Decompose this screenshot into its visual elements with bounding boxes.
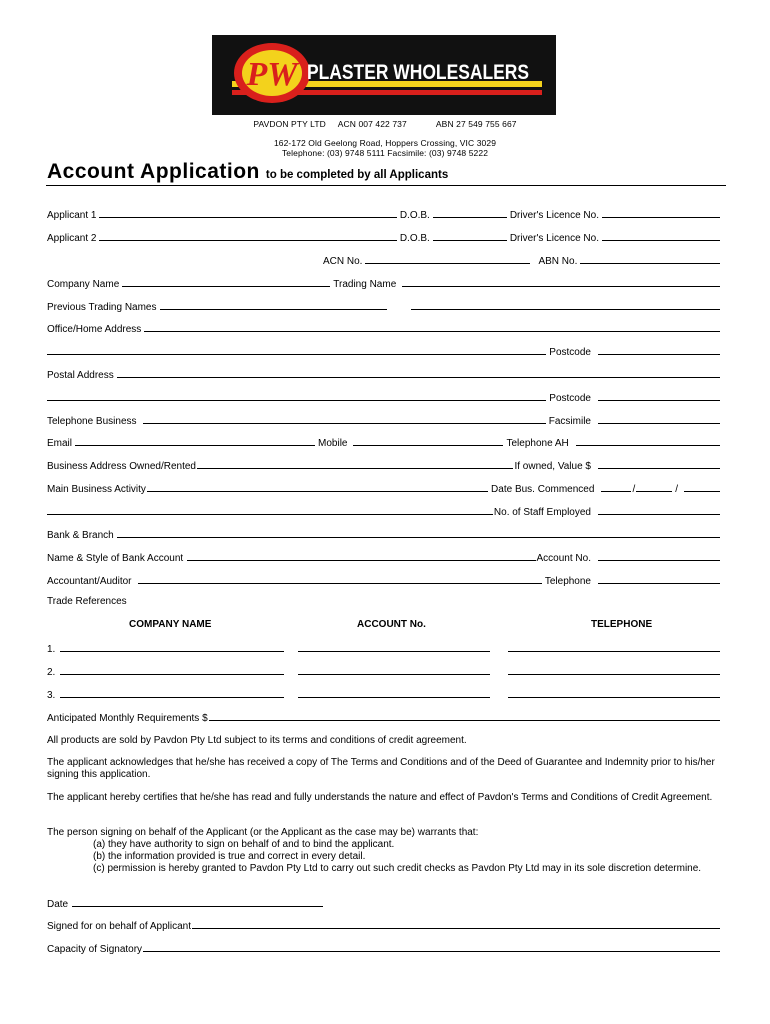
title-main: Account Application — [47, 160, 260, 183]
company-name-field[interactable] — [122, 277, 330, 287]
date-commenced-month[interactable] — [636, 482, 672, 492]
applicant-1-field[interactable] — [99, 208, 396, 218]
label-mobile: Mobile — [318, 438, 348, 449]
col-telephone: TELEPHONE — [591, 619, 653, 630]
row-postal-address — [47, 368, 720, 382]
label-if-owned: If owned, Value $ — [514, 461, 591, 472]
company-acn: ACN 007 422 737 — [337, 119, 407, 129]
row-trade-references — [47, 596, 720, 610]
label-dob: D.O.B. — [399, 210, 430, 221]
date-field[interactable] — [72, 897, 323, 907]
date-separator: / — [675, 484, 678, 495]
label-staff: No. of Staff Employed — [493, 507, 591, 518]
label-account-no: Account No. — [536, 553, 591, 564]
page-title — [47, 160, 448, 184]
label-licence: Driver's Licence No. — [509, 210, 599, 221]
date-commenced-year[interactable] — [684, 482, 720, 492]
trade-ref-row — [47, 665, 720, 679]
trade-ref-row — [47, 688, 720, 702]
trade-ref-1-company[interactable] — [60, 642, 284, 652]
label-facsimile: Facsimile — [548, 416, 591, 427]
label-business-owned: Business Address Owned/Rented — [47, 461, 196, 472]
acn-field[interactable] — [365, 254, 530, 264]
row-accountant — [47, 574, 720, 588]
mobile-field[interactable] — [353, 436, 503, 446]
logo-graphic — [212, 35, 556, 115]
label-email: Email — [47, 438, 73, 449]
office-address-field[interactable] — [144, 322, 720, 332]
bank-branch-field[interactable] — [117, 528, 720, 538]
company-phone: Telephone: (03) 9748 5111 Facsimile: (03) 9748 5222 — [281, 148, 489, 158]
previous-trading-field-1[interactable] — [160, 300, 387, 310]
row-staff — [47, 505, 720, 519]
trade-ref-number: 3. — [47, 690, 56, 701]
signature-field[interactable] — [192, 919, 720, 929]
logo-initials: PW — [246, 56, 298, 93]
row-postal-postcode — [47, 391, 720, 405]
trade-ref-2-telephone[interactable] — [508, 665, 720, 675]
postal-address-field[interactable] — [117, 368, 720, 378]
label-previous-trading: Previous Trading Names — [47, 302, 157, 313]
row-previous-trading — [47, 300, 720, 314]
owned-value-field[interactable] — [598, 459, 720, 469]
row-acn-abn — [47, 254, 720, 268]
label-bank-branch: Bank & Branch — [47, 530, 114, 541]
activity-field-2[interactable] — [47, 505, 493, 515]
label-capacity: Capacity of Signatory — [47, 944, 143, 955]
label-telephone-ah: Telephone AH — [506, 438, 569, 449]
row-company-trading — [47, 277, 720, 291]
label-company-name: Company Name — [47, 279, 120, 290]
capacity-field[interactable] — [143, 942, 720, 952]
trade-ref-number: 1. — [47, 644, 56, 655]
label-bank-account-name: Name & Style of Bank Account — [47, 553, 184, 564]
company-logo — [212, 35, 556, 115]
warranty-c: (c) permission is hereby granted to Pavdon Pty Ltd to carry out such credit checks as Pavdon Pty Ltd may in its sole discretion determine. — [93, 863, 702, 874]
applicant-2-dob-field[interactable] — [433, 231, 507, 241]
label-accountant: Accountant/Auditor — [47, 576, 132, 587]
terms-paragraph-1: All products are sold by Pavdon Pty Ltd subject to its terms and conditions of credit agreement. — [47, 735, 467, 746]
trade-ref-row — [47, 642, 720, 656]
applicant-1-licence-field[interactable] — [602, 208, 720, 218]
row-date — [47, 897, 323, 911]
terms-paragraph-2: The applicant acknowledges that he/she has received a copy of The Terms and Conditions and of the Deed of Guarantee and Indemnity prior to his/her signing this application. — [47, 757, 715, 780]
trading-name-field[interactable] — [402, 277, 720, 287]
main-activity-field[interactable] — [147, 482, 488, 492]
accountant-field[interactable] — [138, 574, 542, 584]
row-telephone — [47, 414, 720, 428]
label-telephone-business: Telephone Business — [47, 416, 137, 427]
row-applicant-1 — [47, 208, 720, 222]
label-licence: Driver's Licence No. — [509, 233, 599, 244]
postal-postcode-field[interactable] — [598, 391, 720, 401]
col-company-name: COMPANY NAME — [129, 619, 212, 630]
applicant-1-dob-field[interactable] — [433, 208, 507, 218]
telephone-business-field[interactable] — [143, 414, 546, 424]
label-applicant-1: Applicant 1 — [47, 210, 97, 221]
trade-ref-3-account[interactable] — [298, 688, 490, 698]
row-monthly-requirements — [47, 711, 720, 725]
terms-paragraph-3: The applicant hereby certifies that he/she has read and fully understands the nature and effect of Pavdon's Terms and Conditions of Credit Agreement. — [47, 792, 713, 803]
row-office-address — [47, 322, 720, 336]
label-acn: ACN No. — [323, 256, 363, 267]
label-trade-references: Trade References — [47, 596, 127, 607]
bank-account-name-field[interactable] — [187, 551, 535, 561]
row-capacity — [47, 942, 720, 956]
label-signed: Signed for on behalf of Applicant — [47, 921, 191, 932]
warranty-b: (b) the information provided is true and correct in every detail. — [93, 851, 366, 862]
email-field[interactable] — [75, 436, 315, 446]
trade-ref-number: 2. — [47, 667, 56, 678]
terms-paragraph-4: The person signing on behalf of the Applicant (or the Applicant as the case may be) warrants that: — [47, 827, 479, 838]
company-address: 162-172 Old Geelong Road, Hoppers Crossing, VIC 3029 — [273, 138, 497, 148]
label-postcode: Postcode — [549, 347, 591, 358]
col-account-no: ACCOUNT No. — [357, 619, 426, 630]
row-bank-branch — [47, 528, 720, 542]
office-address-field-2[interactable] — [47, 345, 546, 355]
row-bank-account — [47, 551, 720, 565]
accountant-telephone-field[interactable] — [598, 574, 720, 584]
monthly-requirements-field[interactable] — [209, 711, 720, 721]
trade-ref-3-company[interactable] — [60, 688, 284, 698]
label-date: Date — [47, 899, 69, 910]
label-monthly-requirements: Anticipated Monthly Requirements $ — [47, 713, 208, 724]
label-postcode: Postcode — [549, 393, 591, 404]
title-rule — [46, 185, 726, 186]
label-abn: ABN No. — [538, 256, 578, 267]
label-applicant-2: Applicant 2 — [47, 233, 97, 244]
label-postal-address: Postal Address — [47, 370, 114, 381]
company-name: PAVDON PTY LTD — [253, 119, 326, 129]
label-trading-name: Trading Name — [333, 279, 397, 290]
trade-ref-2-account[interactable] — [298, 665, 490, 675]
office-postcode-field[interactable] — [598, 345, 720, 355]
row-main-activity — [47, 482, 720, 496]
abn-field[interactable] — [580, 254, 720, 264]
label-date-commenced: Date Bus. Commenced — [491, 484, 595, 495]
trade-ref-1-account[interactable] — [298, 642, 490, 652]
row-office-postcode — [47, 345, 720, 359]
facsimile-field[interactable] — [598, 414, 720, 424]
row-email — [47, 436, 720, 450]
telephone-ah-field[interactable] — [576, 436, 720, 446]
row-signed — [47, 919, 720, 933]
business-owned-field[interactable] — [197, 459, 513, 469]
logo-brand: PLASTER WHOLESALERS — [307, 61, 529, 84]
previous-trading-field-2[interactable] — [411, 300, 721, 310]
row-business-owned — [47, 459, 720, 473]
label-main-activity: Main Business Activity — [47, 484, 146, 495]
trade-ref-3-telephone[interactable] — [508, 688, 720, 698]
date-separator: / — [632, 484, 636, 495]
trade-ref-2-company[interactable] — [60, 665, 284, 675]
bank-account-no-field[interactable] — [598, 551, 720, 561]
postal-address-field-2[interactable] — [47, 391, 546, 401]
label-office-address: Office/Home Address — [47, 324, 142, 335]
applicant-2-licence-field[interactable] — [602, 231, 720, 241]
date-commenced-day[interactable] — [601, 482, 631, 492]
warranty-a: (a) they have authority to sign on behalf of and to bind the applicant. — [93, 839, 395, 850]
title-sub: to be completed by all Applicants — [265, 169, 449, 181]
company-info-line — [0, 119, 770, 129]
row-applicant-2 — [47, 231, 720, 245]
trade-ref-1-telephone[interactable] — [508, 642, 720, 652]
company-abn: ABN 27 549 755 667 — [435, 119, 517, 129]
label-dob: D.O.B. — [399, 233, 430, 244]
staff-field[interactable] — [598, 505, 720, 515]
label-telephone: Telephone — [544, 576, 591, 587]
applicant-2-field[interactable] — [99, 231, 396, 241]
